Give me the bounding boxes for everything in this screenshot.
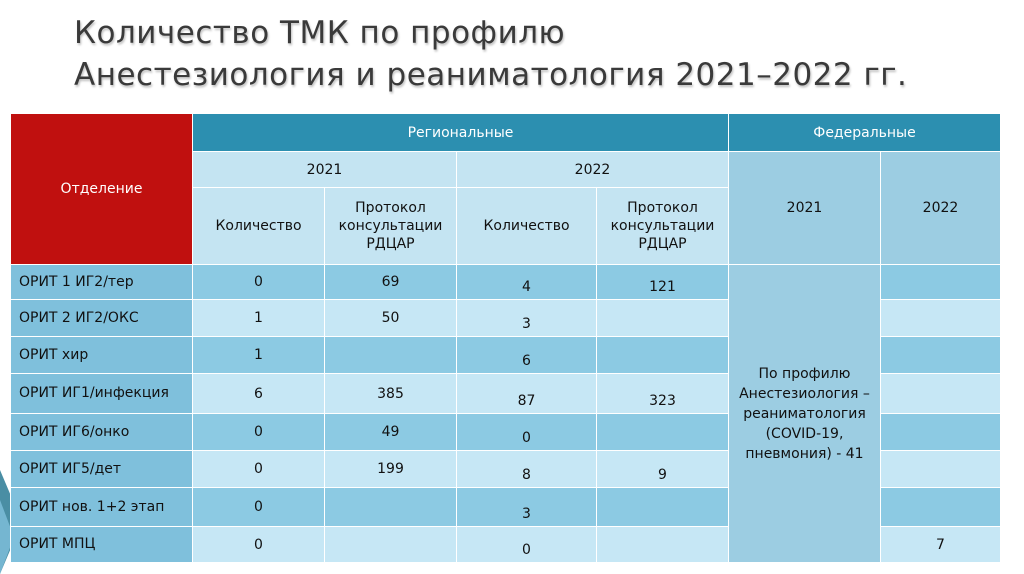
header-protocol-2021: Протокол консультации РДЦАР xyxy=(325,188,457,265)
row-label: ОРИТ 2 ИГ2/ОКС xyxy=(11,300,193,337)
cell-federal-2022 xyxy=(881,300,1001,337)
cell-protocol-2021 xyxy=(325,337,457,374)
header-department: Отделение xyxy=(11,114,193,265)
header-federal-2022: 2022 xyxy=(881,152,1001,265)
cell-count-2021: 1 xyxy=(193,300,325,337)
cell-count-2022: 3 xyxy=(457,488,597,527)
header-federal: Федеральные xyxy=(729,114,1001,152)
tmk-table xyxy=(10,113,1001,563)
cell-federal-2022 xyxy=(881,374,1001,414)
cell-count-2022: 8 xyxy=(457,451,597,488)
cell-federal-2022 xyxy=(881,337,1001,374)
cell-protocol-2021: 199 xyxy=(325,451,457,488)
cell-protocol-2021 xyxy=(325,527,457,563)
header-federal-2021: 2021 xyxy=(729,152,881,265)
cell-protocol-2021: 50 xyxy=(325,300,457,337)
cell-protocol-2021: 385 xyxy=(325,374,457,414)
cell-federal-2021: По профилю Анестезиология – реаниматология (COVID-19, пневмония) - 41 xyxy=(729,265,881,563)
row-label: ОРИТ 1 ИГ2/тер xyxy=(11,265,193,300)
cell-count-2021: 0 xyxy=(193,451,325,488)
cell-federal-2022 xyxy=(881,451,1001,488)
cell-protocol-2021: 49 xyxy=(325,414,457,451)
cell-federal-2022 xyxy=(881,488,1001,527)
row-label: ОРИТ ИГ1/инфекция xyxy=(11,374,193,414)
cell-count-2021: 0 xyxy=(193,265,325,300)
cell-count-2021: 1 xyxy=(193,337,325,374)
cell-protocol-2022 xyxy=(597,488,729,527)
table-row xyxy=(11,265,1001,300)
header-count-2022: Количество xyxy=(457,188,597,265)
cell-count-2021: 0 xyxy=(193,527,325,563)
header-protocol-2022: Протокол консультации РДЦАР xyxy=(597,188,729,265)
cell-count-2021: 0 xyxy=(193,488,325,527)
header-regional: Региональные xyxy=(193,114,729,152)
row-label: ОРИТ нов. 1+2 этап xyxy=(11,488,193,527)
cell-protocol-2022: 121 xyxy=(597,265,729,300)
row-label: ОРИТ ИГ6/онко xyxy=(11,414,193,451)
row-label: ОРИТ хир xyxy=(11,337,193,374)
cell-count-2021: 0 xyxy=(193,414,325,451)
header-regional-2022: 2022 xyxy=(457,152,729,188)
cell-protocol-2021 xyxy=(325,488,457,527)
header-count-2021: Количество xyxy=(193,188,325,265)
cell-protocol-2022 xyxy=(597,337,729,374)
cell-federal-2022: 7 xyxy=(881,527,1001,563)
cell-protocol-2022 xyxy=(597,300,729,337)
cell-federal-2022 xyxy=(881,265,1001,300)
cell-count-2022: 3 xyxy=(457,300,597,337)
header-regional-2021: 2021 xyxy=(193,152,457,188)
cell-count-2022: 6 xyxy=(457,337,597,374)
cell-federal-2022 xyxy=(881,414,1001,451)
cell-protocol-2022 xyxy=(597,527,729,563)
cell-count-2022: 0 xyxy=(457,414,597,451)
cell-count-2022: 87 xyxy=(457,374,597,414)
title-line-1: Количество ТМК по профилю xyxy=(74,15,566,51)
cell-count-2022: 0 xyxy=(457,527,597,563)
page-title xyxy=(74,12,1014,96)
cell-protocol-2021: 69 xyxy=(325,265,457,300)
cell-protocol-2022: 9 xyxy=(597,451,729,488)
cell-protocol-2022 xyxy=(597,414,729,451)
row-label: ОРИТ ИГ5/дет xyxy=(11,451,193,488)
row-label: ОРИТ МПЦ xyxy=(11,527,193,563)
cell-count-2021: 6 xyxy=(193,374,325,414)
cell-count-2022: 4 xyxy=(457,265,597,300)
title-line-2: Анестезиология и реаниматология 2021–2022 гг. xyxy=(74,57,908,93)
cell-protocol-2022: 323 xyxy=(597,374,729,414)
